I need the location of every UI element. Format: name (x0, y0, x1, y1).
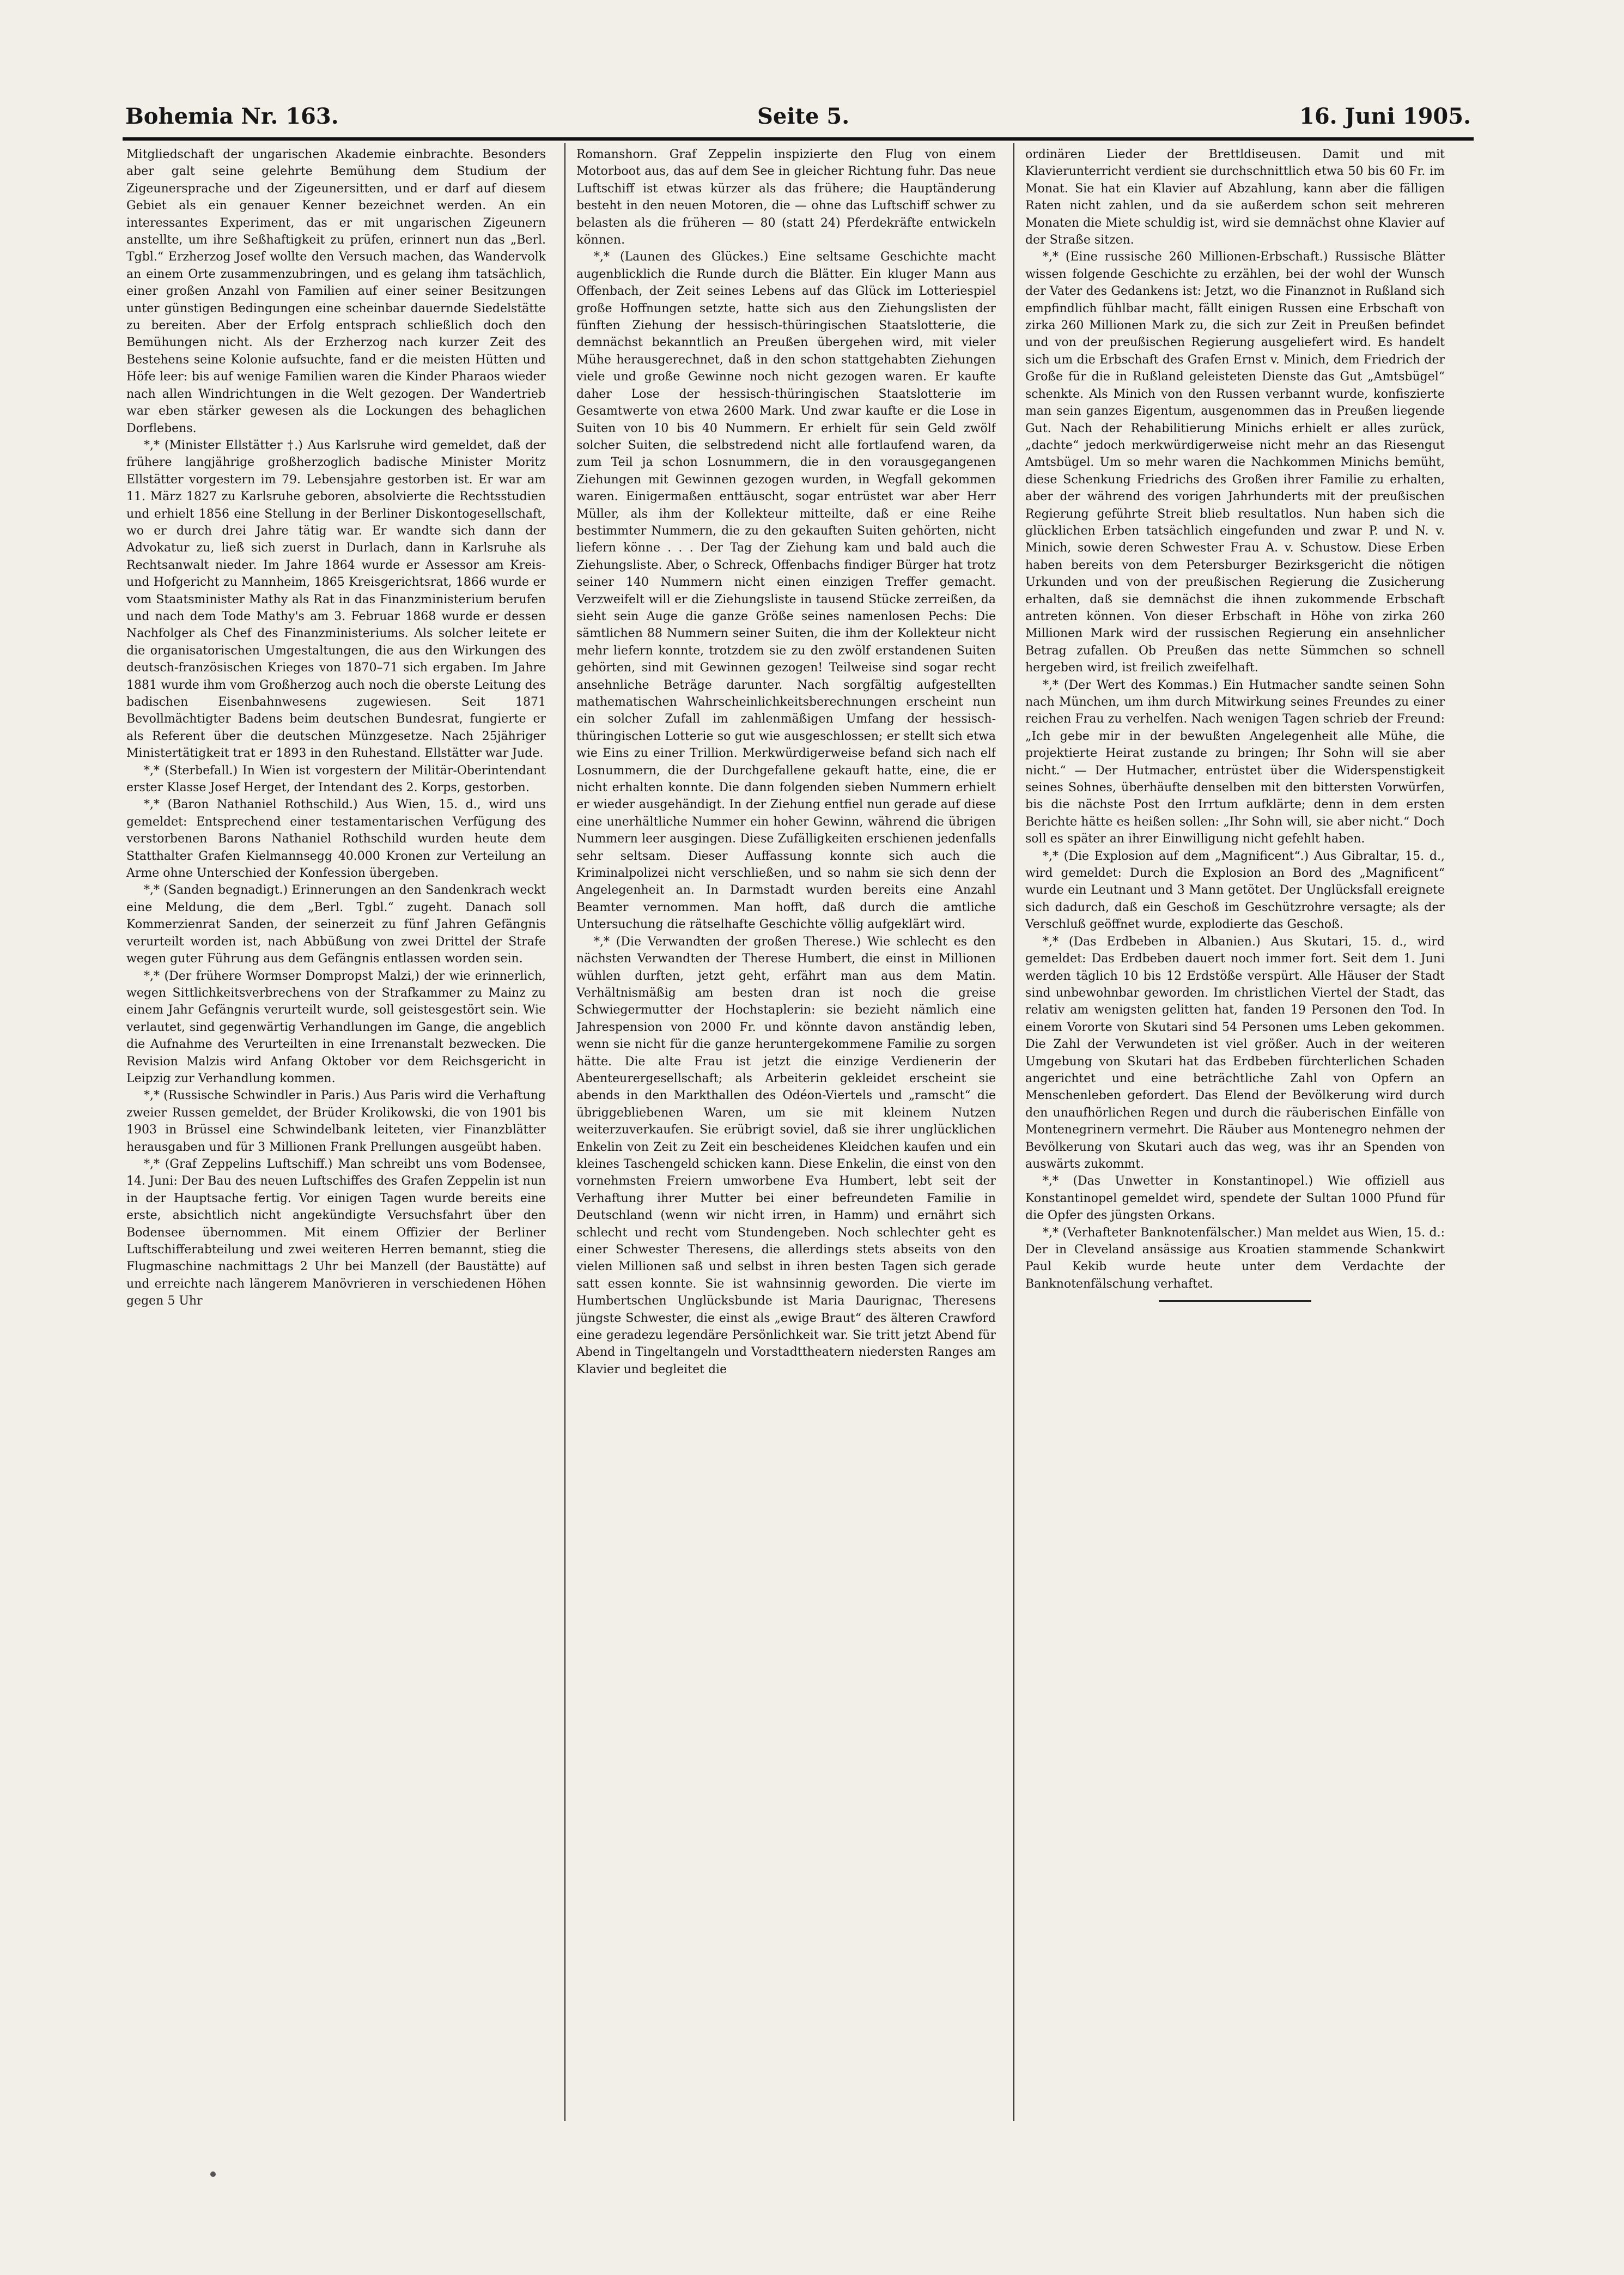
article-paragraph: *,* (Die Explosion auf dem „Magnificent“.) Aus Gibraltar, 15. d., wird gemeldet: Durch die Explosion an Bord des „Magnificent“ wurde ein Leutnant und 3 Mann getötet. Der Unglücksfall ereignete sich dadurch, daß ein Geschoß im Geschützrohre versagte; als der Verschluß geöffnet wurde, explodierte das Geschoß. (1025, 849, 1445, 932)
article-paragraph: ordinären Lieder der Brettldiseusen. Damit und mit Klavierunterricht verdient sie durchschnittlich etwa 50 bis 60 Fr. im Monat. Sie hat ein Klavier auf Abzahlung, kann aber die fälligen Raten nicht zahlen, und da sie außerdem schon seit mehreren Monaten die Miete schuldig ist, wird sie demnächst ohne Klavier auf der Straße sitzen. (1025, 148, 1445, 247)
header-left: Bohemia Nr. 163. (125, 104, 339, 129)
article-paragraph: *,* (Graf Zeppelins Luftschiff.) Man schreibt uns vom Bodensee, 14. Juni: Der Bau des neuen Luftschiffes des Grafen Zeppelin ist nun in der Hauptsache fertig. Vor einigen Tagen wurde bereits eine erste, absichtlich nicht angekündigte Versuchsfahrt über den Bodensee übernommen. Mit einem Offizier der Berliner Luftschifferabteilung und zwei weiteren Herren bemannt, stieg die Flugmaschine nachmittags 2 Uhr bei Manzell (der Baustätte) auf und erreichte nach längerem Manövrieren in verschiedenen Höhen gegen 5 Uhr (126, 1157, 546, 1308)
header-right: 16. Juni 1905. (1299, 104, 1471, 129)
article-paragraph: *,* (Sanden begnadigt.) Erinnerungen an den Sandenkrach weckt eine Meldung, die dem „Berl. Tgbl.“ zugeht. Danach soll Kommerzienrat Sanden, der seinerzeit zu fünf Jahren Gefängnis verurteilt worden ist, nach Abbüßung von zwei Drittel der Strafe wegen guter Führung aus dem Gefängnis entlassen worden sein. (126, 883, 546, 966)
article-paragraph: *,* (Baron Nathaniel Rothschild.) Aus Wien, 15. d., wird uns gemeldet: Entsprechend einer testamentarischen Verfügung des verstorbenen Barons Nathaniel Rothschild wurden heute dem Statthalter Grafen Kielmannsegg 40.000 Kronen zur Verteilung an Arme ohne Unterschied der Konfession übergeben. (126, 798, 546, 881)
article-paragraph: *,* (Launen des Glückes.) Eine seltsame Geschichte macht augenblicklich die Runde durch die Blätter. Ein kluger Mann aus Offenbach, der Zeit seines Lebens auf das Glück im Lotteriespiel große Hoffnungen setzte, hatte sich aus den Ziehungslisten der fünften Ziehung der hessisch-thüringischen Staatslotterie, die demnächst bekanntlich an Preußen übergehen wird, mit vieler Mühe herausgerechnet, daß in den schon stattgehabten Ziehungen viele und große Gewinne noch nicht gezogen waren. Er kaufte daher Lose der hessisch-thüringischen Staatslotterie im Gesamtwerte von etwa 2600 Mark. Und zwar kaufte er die Lose in Suiten von 10 bis 40 Nummern. Er erhielt für sein Geld zwölf solcher Suiten, die selbstredend nicht alle fortlaufend waren, da zum Teil ja schon Losnummern, die in den vorausgegangenen Ziehungen mit Gewinnen gezogen wurden, in Wegfall gekommen waren. Einigermaßen enttäuscht, sogar entrüstet war aber Herr Müller, als ihm der Kollekteur mitteilte, daß er eine Reihe bestimmter Nummern, die zu den gekauften Suiten gehörten, nicht liefern könne . . . Der Tag der Ziehung kam und bald auch die Ziehungsliste. Aber, o Schreck, Offenbachs findiger Bürger hat trotz seiner 140 Nummern nicht einen einzigen Treffer gemacht. Verzweifelt will er die Ziehungsliste in tausend Stücke zerreißen, da sieht sein Auge die ganze Größe seines namenlosen Pechs: Die sämtlichen 88 Nummern seiner Suiten, die ihm der Kollekteur nicht mehr liefern konnte, trotzdem sie zu den zwölf erstandenen Suiten gehörten, sind mit Gewinnen gezogen! Teilweise sind sogar recht ansehnliche Beträge darunter. Nach sorgfältig aufgestellten mathematischen Wahrscheinlichkeitsberechnungen erscheint nun ein solcher Zufall im zahlenmäßigen Umfang der hessisch-thüringischen Lotterie so gut wie ausgeschlossen; er stellt sich etwa wie Eins zu einer Trillion. Merkwürdigerweise befand sich nach elf Losnummern, die der Durchgefallene gekauft hatte, eine, die er nicht erhalten konnte. Die dann folgenden sieben Nummern erhielt er wieder ausgehändigt. In der Ziehung entfiel nun gerade auf diese eine unerhältliche Nummer ein hoher Gewinn, während die übrigen Nummern leer ausgingen. Diese Zufälligkeiten erschienen jedenfalls sehr seltsam. Dieser Auffassung konnte sich auch die Kriminalpolizei nicht verschließen, und so nahm sie sich denn der Angelegenheit an. In Darmstadt wurden bereits eine Anzahl Beamter vernommen. Man hofft, daß durch die amtliche Untersuchung die rätselhafte Geschichte völlig aufgeklärt wird. (576, 250, 996, 932)
column-1 (126, 146, 546, 2119)
article-paragraph: *,* (Sterbefall.) In Wien ist vorgestern der Militär-Oberintendant erster Klasse Josef Herget, der Intendant des 2. Korps, gestorben. (126, 763, 546, 795)
article-paragraph: Mitgliedschaft der ungarischen Akademie einbrachte. Besonders aber galt seine gelehrte Bemühung dem Studium der Zigeunersprache und der Zigeunersitten, und er darf auf diesem Gebiet als ein genauer Kenner bezeichnet werden. An ein interessantes Experiment, das er mit ungarischen Zigeunern anstellte, um ihre Seßhaftigkeit zu prüfen, erinnert nun das „Berl. Tgbl.“ Erzherzog Josef wollte den Versuch machen, das Wandervolk an einem Orte zusammenzubringen, und es gelang ihm tatsächlich, einer großen Anzahl von Familien auf einer seiner Besitzungen unter günstigen Bedingungen eine scheinbar dauernde Siedelstätte zu bereiten. Aber der Erfolg entsprach schließlich doch den Bemühungen nicht. Als der Erzherzog nach kurzer Zeit des Bestehens seine Kolonie aufsuchte, fand er die meisten Hütten und Höfe leer: bis auf wenige Familien waren die Kinder Pharaos wieder nach allen Windrichtungen in die Welt gezogen. Der Wandertrieb war eben stärker gewesen als die Lockungen des behaglichen Dorflebens. (126, 148, 546, 435)
article-paragraph: *,* (Eine russische 260 Millionen-Erbschaft.) Russische Blätter wissen folgende Geschichte zu erzählen, bei der wohl der Wunsch der Vater des Gedankens ist: Jetzt, wo die Finanznot in Rußland sich empfindlich fühlbar macht, fällt einigen Russen eine Erbschaft von zirka 260 Millionen Mark zu, die sich zur Zeit in Preußen befindet und von der preußischen Regierung ausgeliefert wird. Es handelt sich um die Erbschaft des Grafen Ernst v. Minich, dem Friedrich der Große für die in Rußland geleisteten Dienste das Gut „Amtsbügel“ schenkte. Als Minich von den Russen verbannt wurde, konfiszierte man sein ganzes Eigentum, ausgenommen das in Preußen liegende Gut. Nach der Rehabilitierung Minichs erhielt er alles zurück, „dachte“ jedoch merkwürdigerweise nicht mehr an das Riesengut Amtsbügel. Um so mehr waren die Nachkommen Minichs bemüht, diese Schenkung Friedrichs des Großen ihrer Familie zu erhalten, aber der während des vorigen Jahrhunderts mit der preußischen Regierung geführte Streit blieb resultatlos. Nun haben sich die glücklichen Erben tatsächlich eingefunden und zwar P. und N. v. Minich, sowie deren Schwester Frau A. v. Schustow. Diese Erben haben bereits von dem Petersburger Bezirksgericht die nötigen Urkunden und von der preußischen Regierung die Zusicherung erhalten, daß sie demnächst die ihnen zukommende Erbschaft antreten können. Von dieser Erbschaft in Höhe von zirka 260 Millionen Mark wird der russischen Regierung ein ansehnlicher Betrag zufallen. Ob Preußen das nette Sümmchen so schnell hergeben wird, ist freilich zweifelhaft. (1025, 250, 1445, 675)
article-paragraph: *,* (Minister Ellstätter †.) Aus Karlsruhe wird gemeldet, daß der frühere langjährige großherzoglich badische Minister Moritz Ellstätter vorgestern im 79. Lebensjahre gestorben ist. Er war am 11. März 1827 zu Karlsruhe geboren, absolvierte die Rechtsstudien und erhielt 1856 eine Stellung in der Berliner Diskontogesellschaft, wo er durch drei Jahre tätig war. Er wandte sich dann der Advokatur zu, ließ sich zuerst in Durlach, dann in Karlsruhe als Rechtsanwalt nieder. Im Jahre 1864 wurde er Assessor am Kreis- und Hofgericht zu Mannheim, 1865 Kreisgerichtsrat, 1866 wurde er vom Staatsminister Mathy als Rat in das Finanzministerium berufen und nach dem Tode Mathy's am 3. Februar 1868 wurde er dessen Nachfolger als Chef des Finanzministeriums. Als solcher leitete er die organisatorischen Umgestaltungen, die aus den Wirkungen des deutsch-französischen Krieges von 1870–71 sich ergaben. Im Jahre 1881 wurde ihm vom Großherzog auch noch die oberste Leitung des badischen Eisenbahnwesens zugewiesen. Seit 1871 Bevollmächtigter Badens beim deutschen Bundesrat, fungierte er als Referent über die deutschen Münzgesetze. Nach 25jähriger Ministertätigkeit trat er 1893 in den Ruhestand. Ellstätter war Jude. (126, 438, 546, 761)
column-divider (1013, 143, 1014, 2121)
page-header (125, 104, 1471, 136)
article-paragraph: *,* (Verhafteter Banknotenfälscher.) Man meldet aus Wien, 15. d.: Der in Cleveland ansässige aus Kroatien stammende Schankwirt Paul Kekib wurde heute unter dem Verdachte der Banknotenfälschung verhaftet. (1025, 1226, 1445, 1291)
article-paragraph: *,* (Russische Schwindler in Paris.) Aus Paris wird die Verhaftung zweier Russen gemeldet, der Brüder Krolikowski, die von 1901 bis 1903 in Brüssel eine Schwindelbank leiteten, vier Finanzblätter herausgaben und für 3 Millionen Frank Prellungen ausgeübt haben. (126, 1089, 546, 1154)
column-divider (564, 143, 565, 2121)
article-paragraph: *,* (Das Erdbeben in Albanien.) Aus Skutari, 15. d., wird gemeldet: Das Erdbeben dauert noch immer fort. Seit dem 1. Juni werden täglich 10 bis 12 Erdstöße verspürt. Alle Häuser der Stadt sind unbewohnbar geworden. Im christlichen Viertel der Stadt, das relativ am wenigsten gelitten hat, fanden 19 Personen den Tod. In einem Vororte von Skutari sind 54 Personen ums Leben gekommen. Die Zahl der Verwundeten ist viel größer. Auch in der weiteren Umgebung von Skutari hat das Erdbeben fürchterlichen Schaden angerichtet und eine beträchtliche Zahl von Opfern an Menschenleben gefordert. Das Elend der Bevölkerung wird durch den unaufhörlichen Regen und durch die räuberischen Einfälle von Montenegrinern vermehrt. Die Räuber aus Montenegro nehmen der Bevölkerung von Skutari auch das weg, was ihr an Spenden von auswärts zukommt. (1025, 935, 1445, 1171)
article-paragraph: *,* (Der frühere Wormser Dompropst Malzi,) der wie erinnerlich, wegen Sittlichkeitsverbrechens von der Strafkammer zu Mainz zu einem Jahr Gefängnis verurteilt wurde, soll geistesgestört sein. Wie verlautet, sind gegenwärtig Verhandlungen im Gange, die angeblich die Aufnahme des Verurteilten in eine Irrenanstalt bezwecken. Die Revision Malzis wird Anfang Oktober vor dem Reichsgericht in Leipzig zur Verhandlung kommen. (126, 969, 546, 1085)
column-3 (1025, 146, 1445, 2119)
article-paragraph: *,* (Der Wert des Kommas.) Ein Hutmacher sandte seinen Sohn nach München, um ihm durch Mitwirkung seines Freundes zu einer reichen Frau zu verhelfen. Nach wenigen Tagen schrieb der Freund: „Ich gebe mir in der bewußten Angelegenheit alle Mühe, die projektierte Heirat zustande zu bringen; Ihr Sohn will sie aber nicht.“ — Der Hutmacher, entrüstet über die Widerspenstigkeit seines Sohnes, überhäufte denselben mit den bittersten Vorwürfen, bis die nächste Post den Irrtum aufklärte; denn in dem ersten Berichte hätte es heißen sollen: „Ihr Sohn will, sie aber nicht.“ Doch soll es später an ihrer Einwilligung nicht gefehlt haben. (1025, 678, 1445, 846)
column-2 (576, 146, 996, 2119)
ink-speck (210, 2171, 216, 2177)
article-paragraph: Romanshorn. Graf Zeppelin inspizierte den Flug von einem Motorboot aus, das auf dem See in gleicher Richtung fuhr. Das neue Luftschiff ist etwas kürzer als das frühere; die Hauptänderung besteht in den neuen Motoren, die — ohne das Luftschiff schwer zu belasten als die früheren — 80 (statt 24) Pferdekräfte entwickeln können. (576, 148, 996, 247)
header-center: Seite 5. (757, 104, 850, 129)
article-paragraph: *,* (Die Verwandten der großen Therese.) Wie schlecht es den nächsten Verwandten der Therese Humbert, die einst in Millionen wühlen durften, jetzt geht, erfährt man aus dem Matin. Verhältnismäßig am besten dran ist noch die greise Schwiegermutter der Hochstaplerin: sie bezieht nämlich eine Jahrespension von 2000 Fr. und könnte davon anständig leben, wenn sie nicht für die ganze heruntergekommene Familie zu sorgen hätte. Die alte Frau ist jetzt die einzige Verdienerin der Abenteurergesellschaft; als Arbeiterin gekleidet erscheint sie abends in den Markthallen des Odéon-Viertels und „ramscht“ die übriggebliebenen Waren, um sie mit kleinem Nutzen weiterzuverkaufen. Sie erübrigt soviel, daß sie ihrer unglücklichen Enkelin von Zeit zu Zeit ein bescheidenes Kleidchen kaufen und ein kleines Taschengeld schicken kann. Diese Enkelin, die einst von den vornehmsten Freiern umworbene Eva Humbert, lebt seit der Verhaftung ihrer Mutter bei einer befreundeten Familie in Deutschland (wenn wir nicht irren, in Hamm) und ernährt sich schlecht und recht vom Stundengeben. Noch schlechter geht es einer Schwester Theresens, die allerdings stets abseits von den vielen Millionen saß und selbst in ihren besten Tagen sich gerade satt essen konnte. Sie ist wahnsinnig geworden. Die vierte im Humbertschen Unglücksbunde ist Maria Daurignac, Theresens jüngste Schwester, die einst als „ewige Braut“ des älteren Crawford eine geradezu legendäre Persönlichkeit war. Sie tritt jetzt Abend für Abend in Tingeltangeln und Vorstadttheatern niedersten Ranges am Klavier und begleitet die (576, 935, 996, 1376)
end-rule (1159, 1300, 1311, 1302)
article-paragraph: *,* (Das Unwetter in Konstantinopel.) Wie offiziell aus Konstantinopel gemeldet wird, spendete der Sultan 1000 Pfund für die Opfer des jüngsten Orkans. (1025, 1174, 1445, 1223)
header-rule (123, 137, 1474, 141)
